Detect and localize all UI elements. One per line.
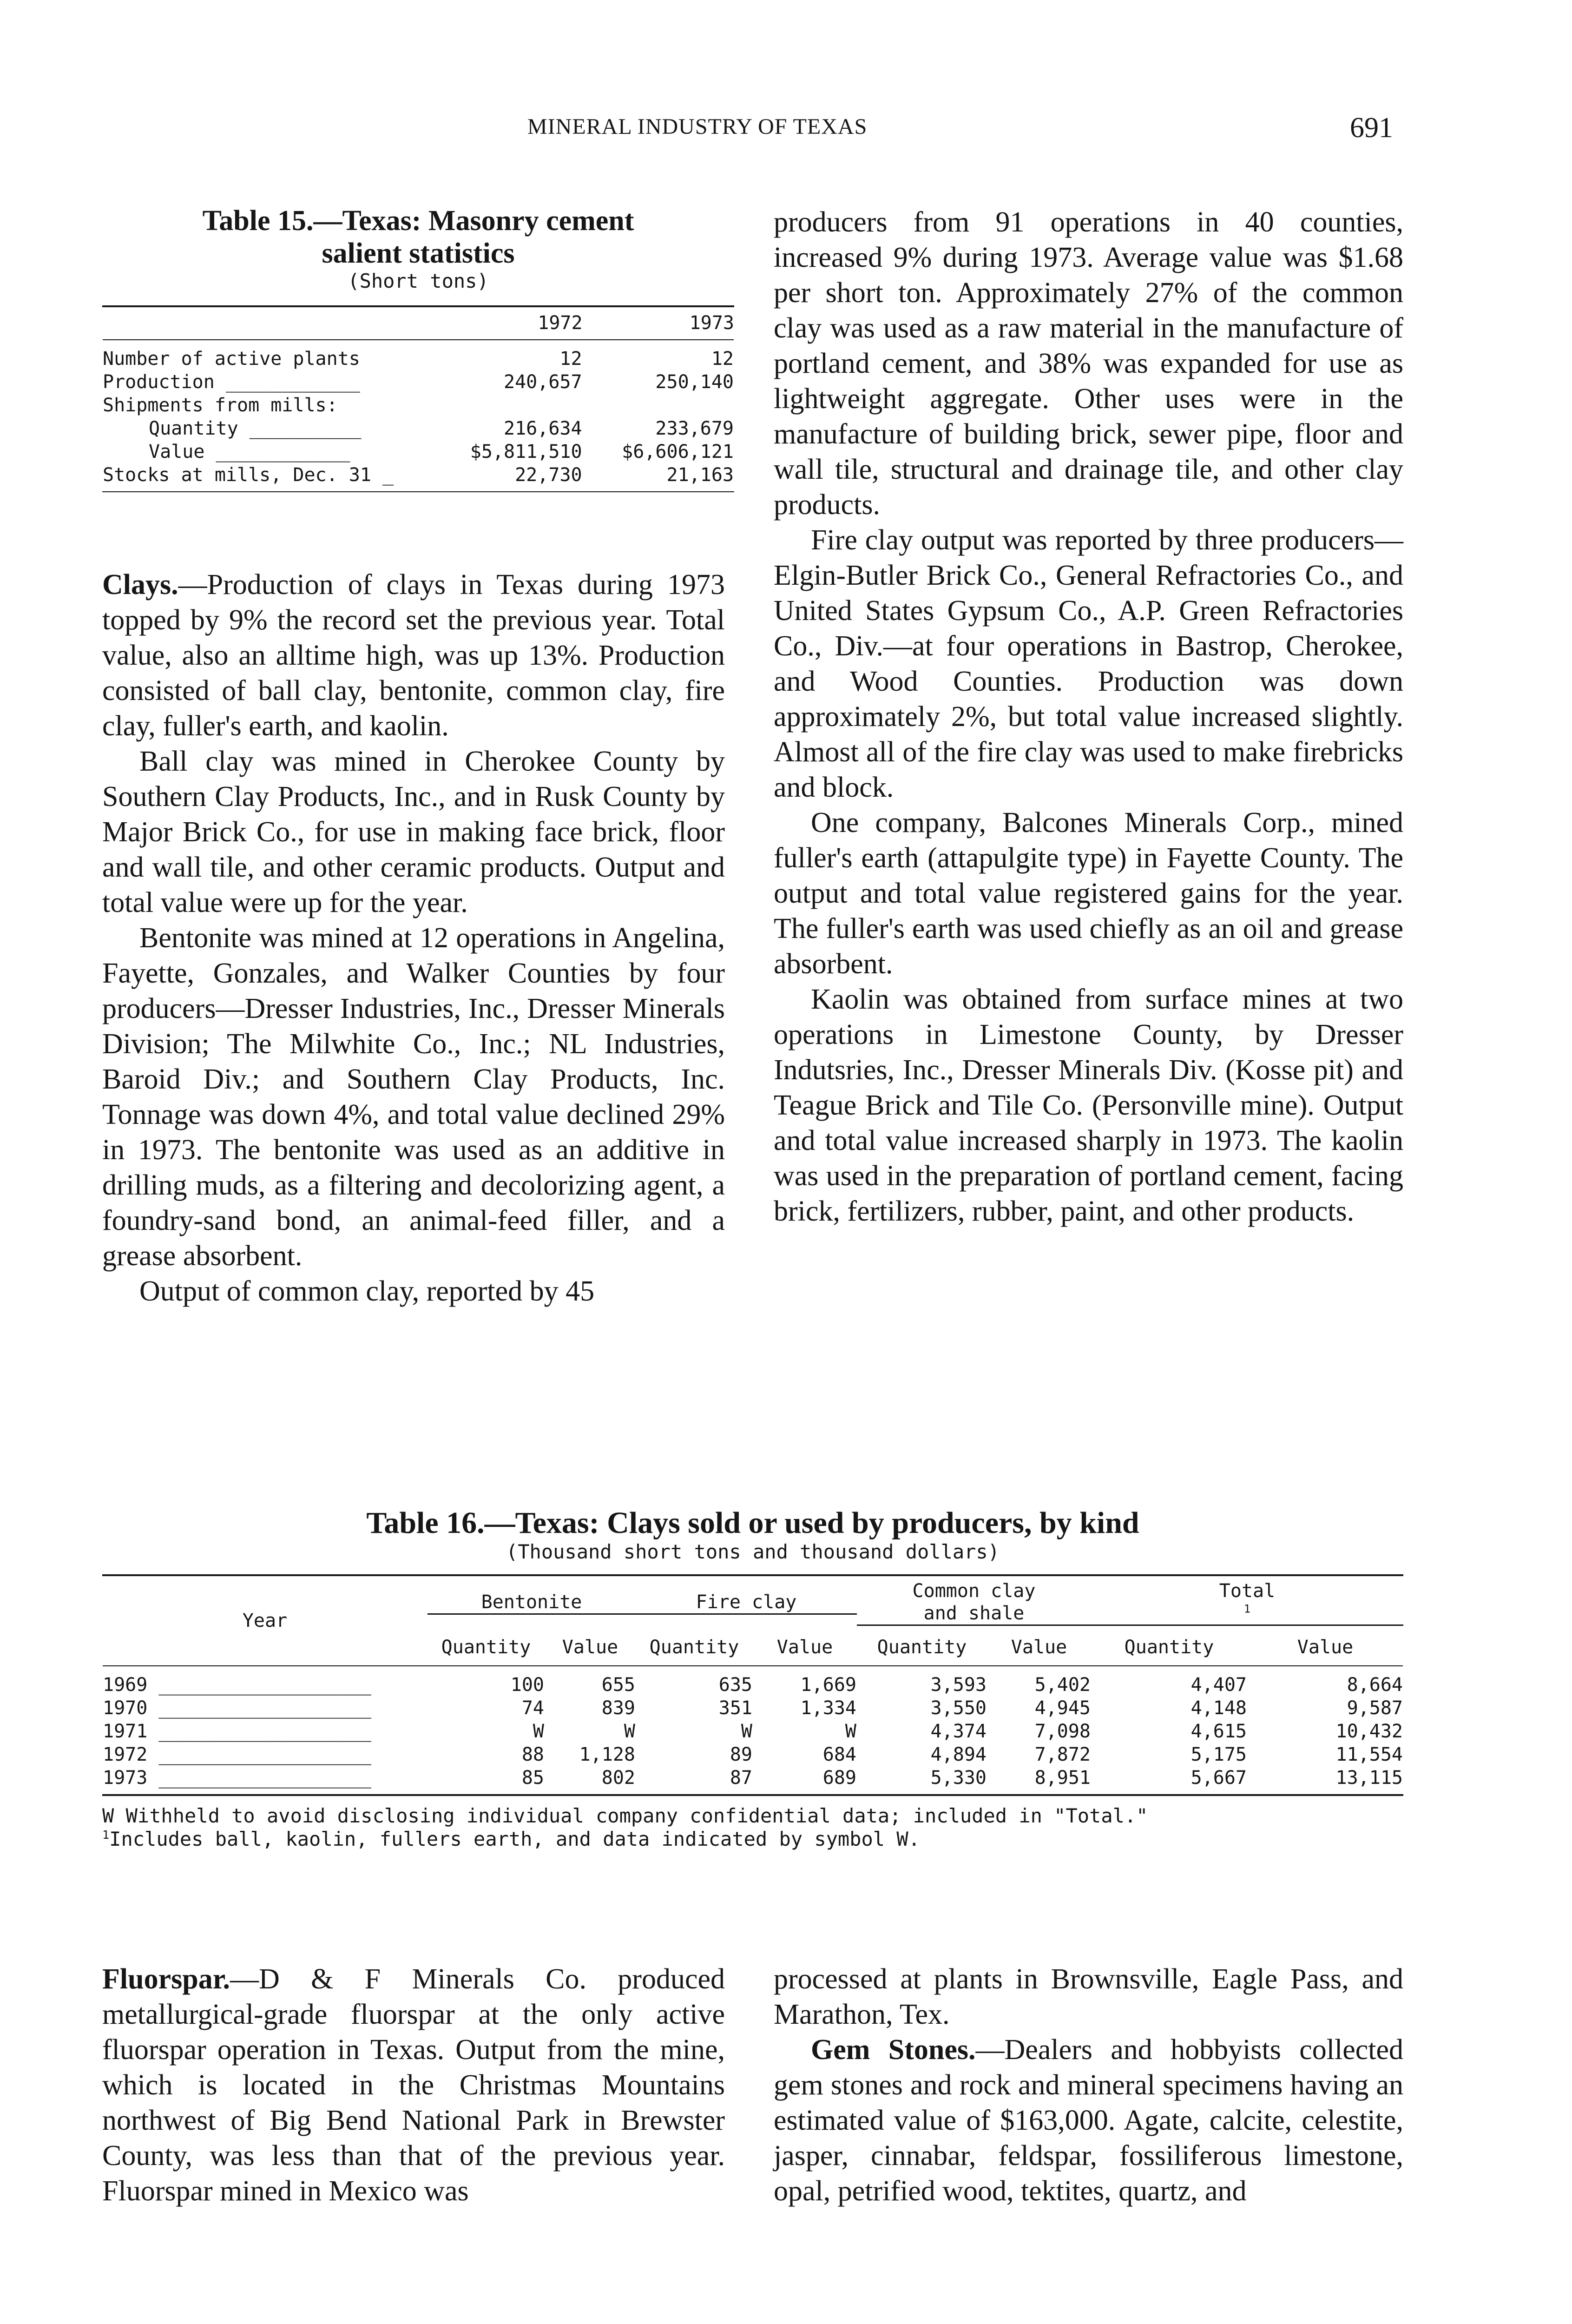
cell: 87 xyxy=(730,1767,752,1789)
cell: 351 xyxy=(718,1697,752,1719)
cell: 9,587 xyxy=(1347,1697,1403,1719)
table-15-title-line2: salient statistics xyxy=(322,238,515,269)
cell: 655 xyxy=(601,1674,635,1696)
cell: 4,615 xyxy=(1191,1721,1247,1742)
table-15 xyxy=(102,205,734,492)
cell-1972: 12 xyxy=(559,348,582,370)
paragraph-clays xyxy=(102,567,725,744)
cell: 5,667 xyxy=(1191,1767,1247,1789)
footnote-marker: 1 xyxy=(102,1828,110,1842)
cell: 10,432 xyxy=(1335,1721,1403,1742)
table-16 xyxy=(102,1506,1403,1851)
footnote-1 xyxy=(102,1828,1403,1851)
heading-fluorspar: Fluorspar. xyxy=(102,1963,230,1995)
cell: W xyxy=(741,1721,752,1742)
cell: 7,098 xyxy=(1034,1721,1091,1742)
paragraph-fire-clay: Fire clay output was reported by three producers—Elgin-Butler Brick Co., General Refractories Co., and United States Gypsum Co., A.P. Green Refractories Co., Div.—at four operations in Bastrop, Cherokee, and Wood Counties. Production was down approximately 2%, but total value increased slightly. Almost all of the fire clay was used to make firebricks and block. xyxy=(774,524,1403,803)
col-header-quantity: Quantity xyxy=(649,1637,739,1658)
cell-1973: 12 xyxy=(711,348,734,370)
paragraph-text: —Dealers and hobbyists collected gem stones and rock and mineral specimens having an estimated value of $163,000. Agate, calcite, celestite, jasper, cinnabar, feldspar, fossiliferous limestone, opal, petrified wood, tektites, quartz, and xyxy=(774,2034,1403,2207)
table-row xyxy=(102,463,734,487)
cell: 1,128 xyxy=(579,1744,635,1765)
cell-1972: 216,634 xyxy=(504,418,582,439)
cell: 635 xyxy=(718,1674,752,1696)
group-fire-clay: Fire clay xyxy=(636,1591,857,1615)
table-15-units: (Short tons) xyxy=(348,270,489,292)
year-header: Year xyxy=(242,1610,288,1631)
right-column xyxy=(774,205,1403,1229)
paragraph-ball-clay: Ball clay was mined in Cherokee County by Southern Clay Products, Inc., and in Rusk County by Major Brick Co., for use in making face brick, floor and wall tile, and other ceramic products. Output and total value were up for the year. xyxy=(102,746,725,918)
cell: 5,402 xyxy=(1034,1674,1091,1696)
cell: W xyxy=(533,1721,544,1742)
group-total: Total $^1$ xyxy=(1091,1580,1403,1626)
col-header-quantity: Quantity xyxy=(877,1637,967,1658)
bottom-right-column xyxy=(774,1961,1403,2209)
paragraph-gem-stones xyxy=(774,2032,1403,2209)
cell: 684 xyxy=(822,1744,856,1765)
cell: 802 xyxy=(601,1767,635,1789)
row-year: 1971 ___________________ xyxy=(103,1721,371,1742)
running-title: MINERAL INDUSTRY OF TEXAS xyxy=(527,114,868,139)
cell: 4,407 xyxy=(1191,1674,1247,1696)
cell: 85 xyxy=(521,1767,544,1789)
cell-1972: 240,657 xyxy=(504,371,582,393)
table-15-year-1972: 1972 xyxy=(538,312,583,334)
cell: W xyxy=(845,1721,856,1742)
group-common-clay-line1: Common clay xyxy=(912,1580,1036,1602)
table-row xyxy=(102,1720,1403,1743)
cell: 5,175 xyxy=(1191,1744,1247,1765)
cell: 3,550 xyxy=(930,1697,987,1719)
table-15-title-line1: Table 15.—Texas: Masonry cement xyxy=(202,205,634,237)
row-label: Shipments from mills: xyxy=(103,395,338,416)
table-row xyxy=(102,1673,1403,1697)
cell: 8,664 xyxy=(1347,1674,1403,1696)
page-number: 691 xyxy=(1350,112,1393,144)
paragraph-fluorspar-cont: processed at plants in Brownsville, Eagle Pass, and Marathon, Tex. xyxy=(774,1963,1403,2030)
table-row xyxy=(102,1766,1403,1789)
cell: 689 xyxy=(822,1767,856,1789)
table-15-title xyxy=(102,205,734,270)
col-header-value: Value xyxy=(562,1637,618,1658)
row-year: 1972 ___________________ xyxy=(103,1744,371,1765)
table-15-year-1973: 1973 xyxy=(689,312,734,334)
cell-1972: $5,811,510 xyxy=(470,441,582,462)
paragraph-fullers-earth: One company, Balcones Minerals Corp., mined fuller's earth (attapulgite type) in Fayette County. The output and total value registered gains for the year. The fuller's earth was used chiefly as an oil and grease absorbent. xyxy=(774,807,1403,980)
col-header-value: Value xyxy=(1011,1637,1067,1658)
row-label: Production ____________ xyxy=(103,371,360,393)
left-column xyxy=(102,567,725,1309)
group-bentonite: Bentonite xyxy=(428,1591,636,1615)
cell: 4,374 xyxy=(930,1721,987,1742)
footnote-ref-1: 1 xyxy=(1243,1602,1251,1616)
row-year: 1973 ___________________ xyxy=(103,1767,371,1789)
cell-1973: $6,606,121 xyxy=(622,441,734,462)
row-label: Quantity __________ xyxy=(149,418,362,439)
cell: 839 xyxy=(601,1697,635,1719)
group-common-clay-line2: and shale xyxy=(857,1602,1091,1626)
paragraph-text: —D & F Minerals Co. produced metallurgical-grade fluorspar at the only active fluorspar operation in Texas. Output from the mine, which is located in the Christmas Mountains northwest of Big Bend National Park in Brewster County, was less than that of the previous year. Fluorspar mined in Mexico was xyxy=(102,1963,725,2207)
table-16-title: Table 16.—Texas: Clays sold or used by producers, by kind xyxy=(366,1506,1139,1540)
cell-1973: 21,163 xyxy=(666,464,734,486)
cell: 1,669 xyxy=(800,1674,856,1696)
table-16-units: (Thousand short tons and thousand dollars) xyxy=(506,1540,1000,1563)
paragraph-kaolin: Kaolin was obtained from surface mines at two operations in Limestone County, by Dresser Indutsries, Inc., Dresser Minerals Div. (Kosse pit) and Teague Brick and Tile Co. (Personville mine). Output and total value increased sharply in 1973. The kaolin was used in the preparation of portland cement, facing brick, fertilizers, rubber, paint, and other products. xyxy=(774,984,1403,1227)
col-header-value: Value xyxy=(776,1637,833,1658)
paragraph-common-clay-cont: producers from 91 operations in 40 counties, increased 9% during 1973. Average value was $1.68 per short ton. Approximately 27% of the common clay was used as a raw material in the manufacture of portland cement, and 38% was expanded for use as lightweight aggregate. Other uses were in the manufacture of building brick, sewer pipe, floor and wall tile, structural and drainage tile, and other clay products. xyxy=(774,206,1403,521)
col-header-quantity: Quantity xyxy=(441,1637,531,1658)
cell: 100 xyxy=(510,1674,544,1696)
table-16-grid xyxy=(102,1576,1403,1789)
row-year: 1969 ___________________ xyxy=(103,1674,371,1696)
heading-clays: Clays. xyxy=(102,569,178,601)
cell: 13,115 xyxy=(1335,1767,1403,1789)
bottom-left-column xyxy=(102,1961,725,2209)
cell: 4,894 xyxy=(930,1744,987,1765)
cell: 7,872 xyxy=(1034,1744,1091,1765)
footnote-1-text: Includes ball, kaolin, fullers earth, and data indicated by symbol W. xyxy=(109,1828,920,1850)
cell-1973: 250,140 xyxy=(655,371,734,393)
cell: 1,334 xyxy=(800,1697,856,1719)
cell: 11,554 xyxy=(1335,1744,1403,1765)
footnote-w: W Withheld to avoid disclosing individual company confidential data; included in "Total." xyxy=(102,1804,1148,1827)
cell: 8,951 xyxy=(1034,1767,1091,1789)
row-label: Number of active plants xyxy=(103,348,360,370)
cell: 4,945 xyxy=(1034,1697,1091,1719)
col-header-quantity: Quantity xyxy=(1124,1637,1214,1658)
table-row xyxy=(102,370,734,394)
cell: 4,148 xyxy=(1191,1697,1247,1719)
cell: 3,593 xyxy=(930,1674,987,1696)
paragraph-fluorspar xyxy=(102,1961,725,2209)
heading-gem-stones: Gem Stones. xyxy=(811,2034,976,2066)
row-label: Stocks at mills, Dec. 31 _ xyxy=(103,464,394,486)
table-15-grid xyxy=(102,307,734,487)
cell: 74 xyxy=(521,1697,544,1719)
cell: 88 xyxy=(521,1744,544,1765)
row-year: 1970 ___________________ xyxy=(103,1697,371,1719)
row-label: Value ____________ xyxy=(149,441,350,462)
paragraph-bentonite: Bentonite was mined at 12 operations in Angelina, Fayette, Gonzales, and Walker Counties by four producers—Dresser Industries, Inc., Dresser Minerals Division; The Milwhite Co., Inc.; NL Industries, Baroid Div.; and Southern Clay Products, Inc. Tonnage was down 4%, and total value declined 29% in 1973. The bentonite was used as an additive in drilling muds, as a filtering and decolorizing agent, a foundry-sand bond, an animal-feed filler, and a grease absorbent. xyxy=(102,922,725,1272)
cell: W xyxy=(624,1721,635,1742)
table-row xyxy=(102,1743,1403,1766)
col-header-value: Value xyxy=(1297,1637,1354,1658)
table-row xyxy=(102,440,734,463)
table-row xyxy=(102,417,734,440)
table-row xyxy=(102,394,734,417)
table-row xyxy=(102,1697,1403,1720)
cell-1972: 22,730 xyxy=(515,464,582,486)
paragraph-common-clay: Output of common clay, reported by 45 xyxy=(139,1275,595,1307)
table-row xyxy=(102,347,734,370)
paragraph-text: —Production of clays in Texas during 1973 topped by 9% the record set the previous year. Total value, also an alltime high, was up 13%. Production consisted of ball clay, bentonite, common clay, fire clay, fuller's earth, and kaolin. xyxy=(102,569,725,742)
cell: 89 xyxy=(730,1744,752,1765)
cell: 5,330 xyxy=(930,1767,987,1789)
cell-1973: 233,679 xyxy=(655,418,734,439)
